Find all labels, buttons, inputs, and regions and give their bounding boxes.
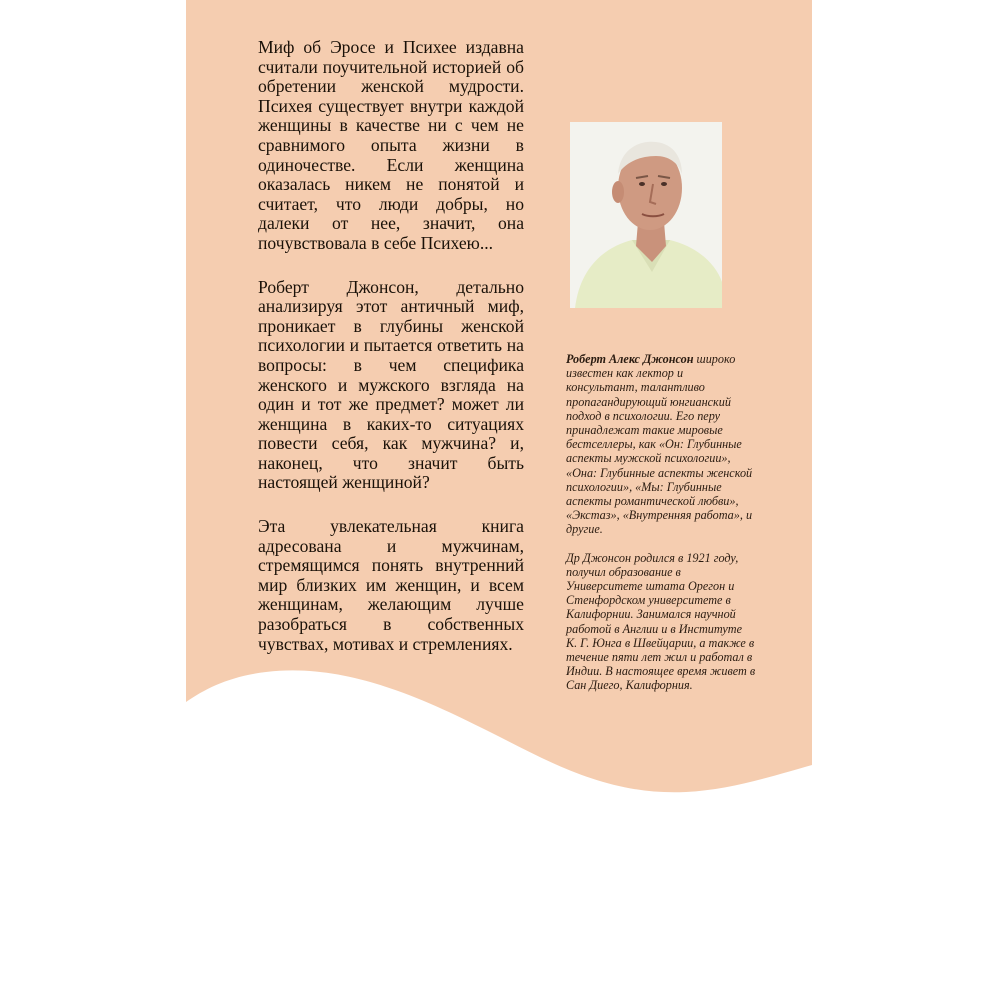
back-cover	[186, 0, 812, 1000]
annotation-paragraph: Эта увлекательная книга адресована и мужчинам, стремящимся понять внутренний мир близких им женщин, и всем женщинам, желающим лучше разобраться в собственных чувствах, мотивах и стремлениях.	[258, 516, 524, 654]
annotation-paragraph: Роберт Джонсон, детально анализируя этот античный миф, проникает в глубины женской психологии и пытается ответить на вопросы: в чем специфика женского и мужского взгляда на один и тот же предмет? может ли женщина в каких-то ситуациях повести себя, как мужчина? и, наконец, что значит быть настоящей женщиной?	[258, 276, 524, 493]
author-name: Роберт Алекс Джонсон	[566, 352, 694, 366]
bio-text: широко известен как лектор и консультант, талантливо пропагандирующий юнгианский подход в психологии. Его перу принадлежат такие мировые бестселлеры, как «Он: Глубинные аспекты мужской психологии», «Она: Глубинные аспекты женской психологии», «Мы: Глубинные аспекты романтической любви», «Экстаз», «Внутренняя работа», и другие.	[566, 352, 753, 537]
author-bio	[566, 352, 756, 707]
author-photo	[570, 122, 722, 308]
annotation-text	[258, 38, 524, 678]
bio-paragraph: Др Джонсон родился в 1921 году, получил образование в Университете штата Орегон и Стенфордском университете в Калифорнии. Занимался научной работой в Англии и в Институте К. Г. Юнга в Швейцарии, а также в течение пяти лет жил и работал в Индии. В настоящее время живет в Сан Диего, Калифорния.	[566, 550, 756, 693]
bio-paragraph	[566, 352, 756, 537]
annotation-paragraph: Миф об Эросе и Психее издавна считали поучительной историей об обретении женской мудрости. Психея существует внутри каждой женщины в качестве ни с чем не сравнимого опыта жизни в одиночестве. Если женщина оказалась никем не понятой и считает, что люди добры, но далеки от нее, значит, она почувствовала в себе Психею...	[258, 37, 524, 253]
author-portrait-illustration	[570, 122, 722, 308]
